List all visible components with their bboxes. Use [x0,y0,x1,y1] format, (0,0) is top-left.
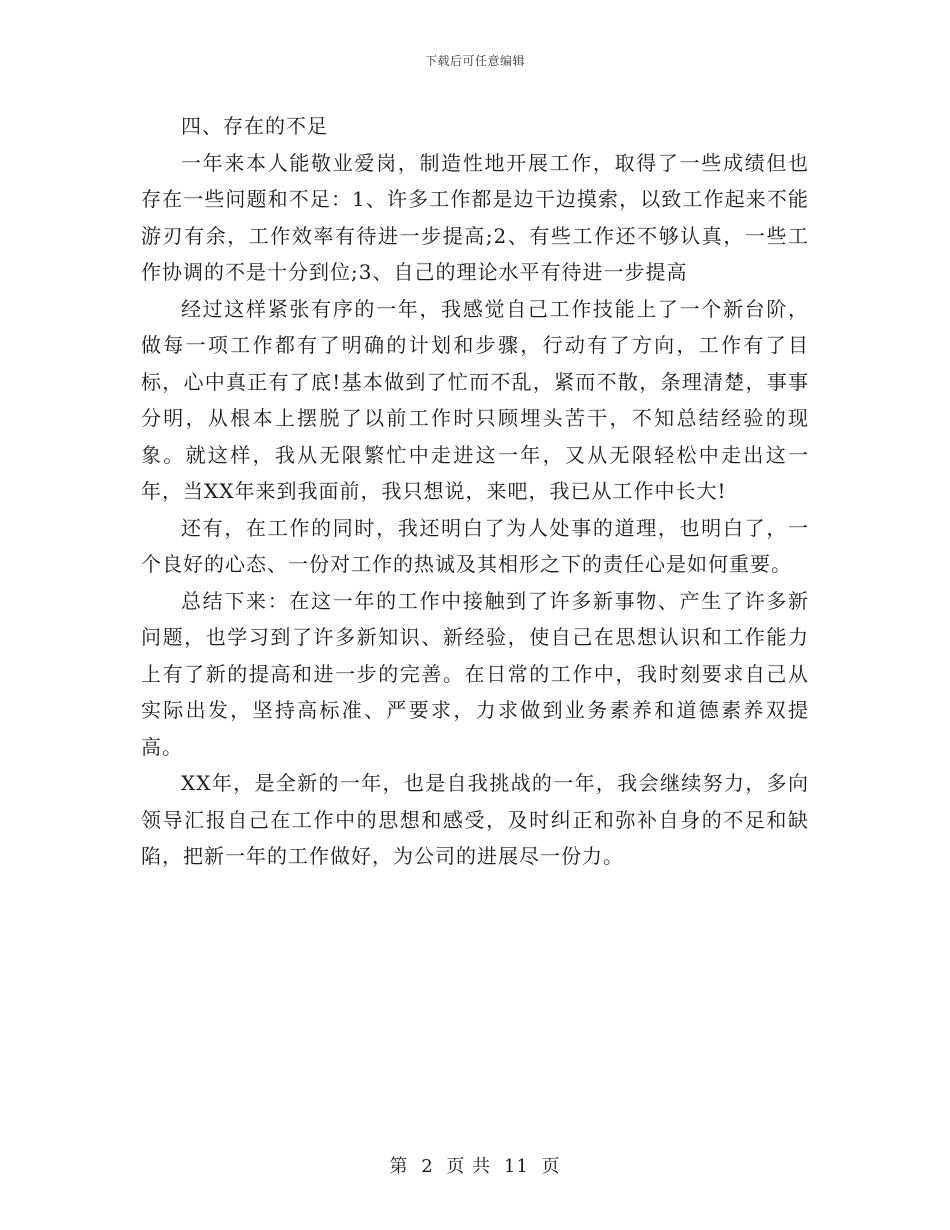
page-header: 下载后可任意编辑 [424,54,525,68]
paragraph-outlook: XX年，是全新的一年，也是自我挑战的一年，我会继续努力，多向领导汇报自己在工作中的思想和感受，及时纠正和弥补自身的不足和缺陷，把新一年的工作做好，为公司的进展尽一份力。 [141,771,809,868]
page-label-mid: 页 共 [446,1156,492,1177]
paragraph-summary: 总结下来：在这一年的工作中接触到了许多新事物、产生了许多新问题，也学习到了许多新知识、新经验，使自己在思想认识和工作能力上有了新的提高和进一步的完善。在日常的工作中，我时刻要求自己从实际出发，坚持高标准、严要求，力求做到业务素养和道德素养双提高。 [141,588,809,759]
page-label-prefix: 第 [389,1156,409,1177]
page-footer [0,1152,950,1178]
paragraph-attitude: 还有，在工作的同时，我还明白了为人处事的道理，也明白了，一个良好的心态、一份对工作的热诚及其相形之下的责任心是如何重要。 [141,515,809,576]
paragraph-shortcomings: 一年来本人能敬业爱岗，制造性地开展工作，取得了一些成绩但也存在一些问题和不足：1、许多工作都是边干边摸索，以致工作起来不能游刃有余，工作效率有待进一步提高;2、有些工作还不够认真，一些工作协调的不是十分到位;3、自己的理论水平有待进一步提高 [141,150,809,284]
current-page-number: 2 [421,1156,434,1177]
section-heading: 四、存在的不足 [181,114,328,138]
total-pages-number: 11 [503,1156,529,1177]
paragraph-progress: 经过这样紧张有序的一年，我感觉自己工作技能上了一个新台阶，做每一项工作都有了明确的计划和步骤，行动有了方向，工作有了目标，心中真正有了底!基本做到了忙而不乱，紧而不散，条理清楚，事事分明，从根本上摆脱了以前工作时只顾埋头苦干，不知总结经验的现象。就这样，我从无限繁忙中走进这一年，又从无限轻松中走出这一年，当XX年来到我面前，我只想说，来吧，我已从工作中长大! [141,296,809,503]
document-body [141,108,809,875]
page-label-suffix: 页 [541,1156,561,1177]
